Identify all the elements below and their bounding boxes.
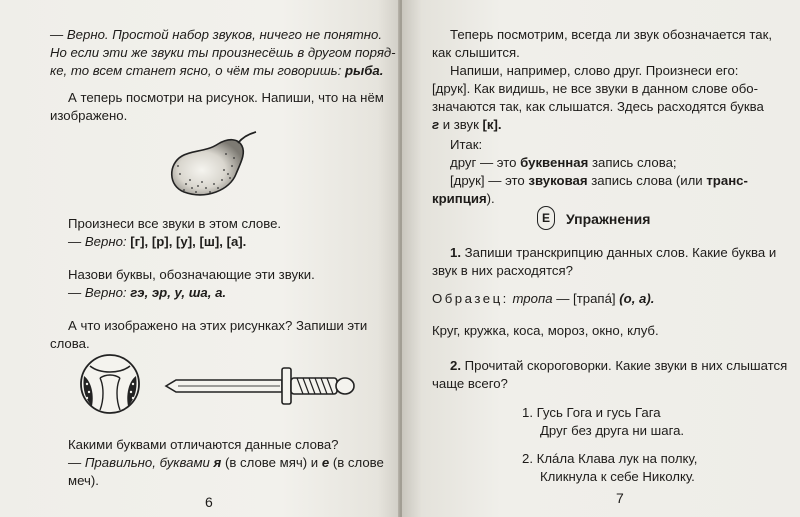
exercise-2-number: 2. bbox=[450, 358, 461, 373]
left-p6-end: (в слове bbox=[329, 455, 384, 470]
ball-illustration bbox=[78, 352, 142, 416]
letter-g: г bbox=[432, 117, 440, 132]
def1-end: запись слова; bbox=[588, 155, 677, 170]
right-p2-line1: Напиши, например, слово друг. Произнеси его: bbox=[450, 63, 739, 78]
exercise-1-words: Круг, кружка, коса, мороз, окно, клуб. bbox=[432, 323, 659, 338]
definition-sound-record bbox=[450, 172, 748, 189]
sounds-transcription: [г], [р], [у], [ш], [а]. bbox=[130, 234, 247, 249]
left-p4-verno: — Верно: bbox=[68, 285, 131, 300]
left-p5-line2: слова. bbox=[50, 336, 90, 351]
pear-illustration bbox=[166, 130, 262, 202]
letter-names: гэ, эр, у, ша, а. bbox=[130, 285, 227, 300]
left-p2-line2: изображено. bbox=[50, 108, 128, 123]
def2-transcription-end: крипция bbox=[432, 191, 487, 206]
def1-term: буквенная bbox=[520, 155, 589, 170]
definition-sound-record-line2 bbox=[432, 190, 495, 207]
sample-word: тропа bbox=[508, 291, 553, 306]
right-p2-line3: значаются так, как слышатся. Здесь расходятся буква bbox=[432, 99, 764, 114]
left-p6-line3: меч). bbox=[68, 473, 99, 488]
left-p3-line2 bbox=[68, 233, 246, 250]
left-p3-line1: Произнеси все звуки в этом слове. bbox=[68, 216, 282, 231]
left-p1-line3 bbox=[50, 62, 383, 79]
left-p6-pravilno: — Правильно, буквами bbox=[68, 455, 214, 470]
exercise-1-text: Запиши транскрипцию данных слов. Какие буква и bbox=[461, 245, 777, 260]
definition-letter-record bbox=[450, 154, 677, 171]
exercise-2-line1 bbox=[450, 357, 787, 374]
exercise-1-line1 bbox=[450, 244, 776, 261]
exercises-icon bbox=[537, 206, 555, 230]
def2-term: звуковая bbox=[528, 173, 588, 188]
exercise-1-line2: звук в них расходятся? bbox=[432, 263, 573, 278]
exercise-2-text: Прочитай скороговорки. Какие звуки в них слышатся bbox=[461, 358, 788, 373]
letter-e: е bbox=[321, 455, 330, 470]
answer-word-ryba: рыба. bbox=[344, 63, 384, 78]
right-p1-line2: как слышится. bbox=[432, 45, 520, 60]
sound-k: [к]. bbox=[482, 117, 502, 132]
left-p2-line1: А теперь посмотри на рисунок. Напиши, что на нём bbox=[68, 90, 384, 105]
right-page bbox=[402, 0, 800, 517]
left-p4-line1: Назови буквы, обозначающие эти звуки. bbox=[68, 267, 315, 282]
sword-illustration bbox=[164, 366, 358, 406]
exercises-icon-letter: Е bbox=[541, 211, 550, 225]
left-p6-line1: Какими буквами отличаются данные слова? bbox=[68, 437, 339, 452]
exercise-1-number: 1. bbox=[450, 245, 461, 260]
letter-ya: я bbox=[213, 455, 222, 470]
right-p1-line1: Теперь посмотрим, всегда ли звук обозначается так, bbox=[450, 27, 773, 42]
tongue-twister-2-line1: 2. Клáла Клава лук на полку, bbox=[522, 451, 698, 466]
left-p6-line2 bbox=[68, 454, 384, 471]
def2-mid: запись слова (или bbox=[587, 173, 707, 188]
tongue-twister-2-line2: Кликнула к себе Николку. bbox=[540, 469, 695, 484]
tongue-twister-1-line1: 1. Гусь Гога и гусь Гага bbox=[522, 405, 661, 420]
left-p1-line2: Но если эти же звуки ты произнесёшь в другом поряд- bbox=[50, 45, 396, 60]
page-number-right: 7 bbox=[616, 490, 624, 506]
right-p2-line2: [друк]. Как видишь, не все звуки в данном слове обо- bbox=[432, 81, 759, 96]
tongue-twister-1-line2: Друг без друга ни шага. bbox=[540, 423, 685, 438]
page-number-left: 6 bbox=[205, 494, 213, 510]
sample-letters: (о, а). bbox=[619, 291, 655, 306]
right-p2-line4 bbox=[432, 116, 502, 133]
right-p2-line4-mid: и звук bbox=[439, 117, 483, 132]
def2-transcription-start: транс- bbox=[706, 173, 748, 188]
exercise-2-line2: чаще всего? bbox=[432, 376, 508, 391]
left-p6-mid: (в слове мяч) и bbox=[221, 455, 322, 470]
itak-label: Итак: bbox=[450, 137, 483, 152]
def1-start: друг — это bbox=[450, 155, 521, 170]
sample-transcription: — [трапá] bbox=[552, 291, 620, 306]
left-p5-line1: А что изображено на этих рисунках? Запиши эти bbox=[68, 318, 368, 333]
left-p4-line2 bbox=[68, 284, 226, 301]
def2-close: ). bbox=[486, 191, 495, 206]
left-p1-line3-text: ке, то всем станет ясно, о чём ты говоришь: bbox=[50, 63, 345, 78]
exercises-heading: Упражнения bbox=[566, 211, 651, 227]
left-p1-line1: — Верно. Простой набор звуков, ничего не понятно. bbox=[50, 27, 382, 42]
left-p3-verno: — Верно: bbox=[68, 234, 131, 249]
def2-start: [друк] — это bbox=[450, 173, 529, 188]
sample-line bbox=[432, 290, 654, 307]
sample-label: Образец: bbox=[432, 291, 509, 306]
